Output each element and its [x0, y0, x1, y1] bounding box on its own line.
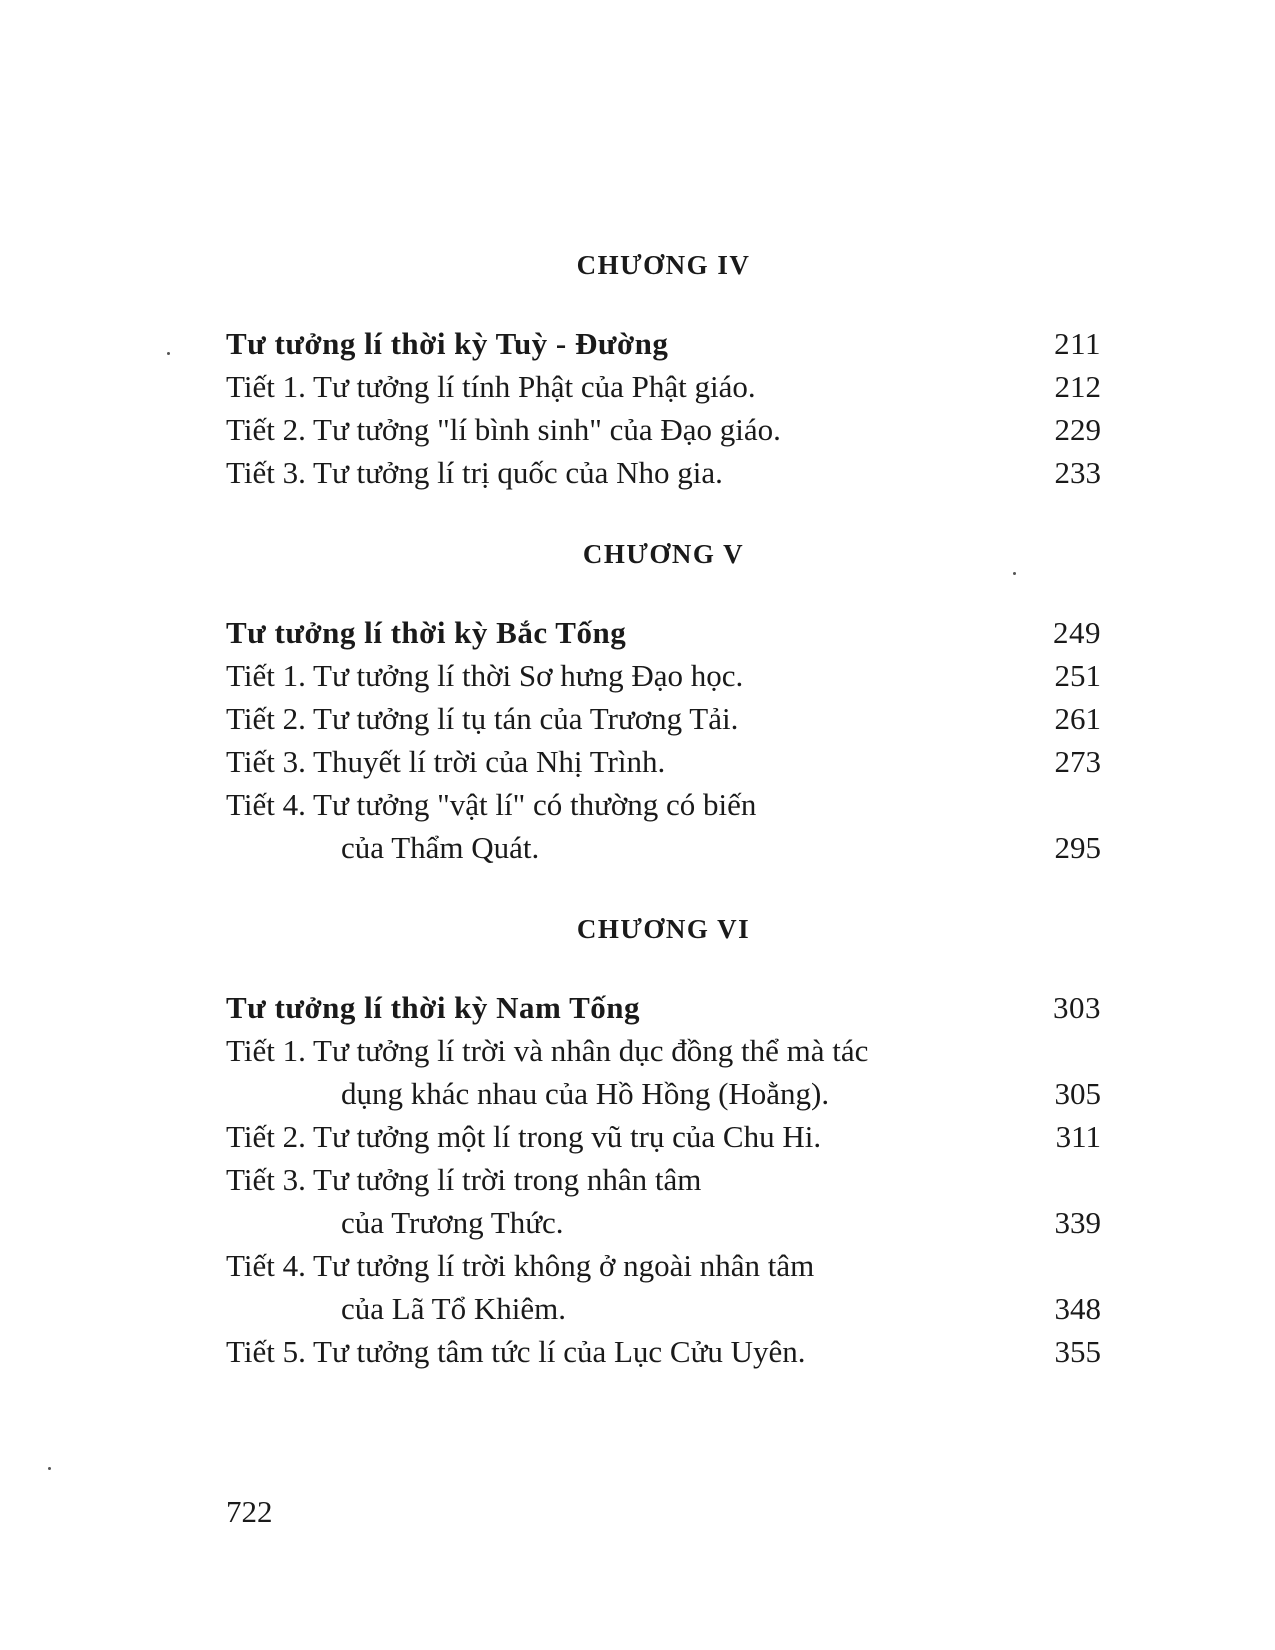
- page-number: 295: [1054, 830, 1101, 865]
- chapter-heading: CHƯƠNG V: [582, 539, 745, 569]
- section-entry: [226, 365, 1101, 408]
- section-entry: [226, 408, 1101, 451]
- chapter-title-entry: [226, 322, 1101, 365]
- chapter-title: Tư tưởng lí thời kỳ Tuỳ - Đường: [226, 326, 669, 361]
- page-number: 348: [1054, 1291, 1101, 1326]
- page-number: 355: [1054, 1334, 1101, 1369]
- section-text: Tiết 2. Tư tưởng lí tụ tán của Trương Tải.: [226, 701, 739, 736]
- section-entry: [226, 1029, 1101, 1115]
- section-text: Tiết 1. Tư tưởng lí thời Sơ hưng Đạo học.: [226, 658, 744, 693]
- scan-speck: [1013, 572, 1016, 575]
- page-number: 251: [1054, 658, 1101, 693]
- section-text: Tiết 1. Tư tưởng lí tính Phật của Phật giáo.: [226, 369, 756, 404]
- section-entry: [226, 1158, 1101, 1244]
- page-number: 305: [1054, 1076, 1101, 1111]
- section-entry: [226, 697, 1101, 740]
- section-text-continuation: của Trương Thức.: [341, 1205, 564, 1240]
- section-text: Tiết 3. Thuyết lí trời của Nhị Trình.: [226, 744, 666, 779]
- section-entry: [226, 654, 1101, 697]
- page-number: 261: [1054, 701, 1101, 736]
- page-number: 211: [1054, 326, 1101, 361]
- section-entry: [226, 451, 1101, 494]
- section-entry: [226, 783, 1101, 869]
- section-text: Tiết 4. Tư tưởng "vật lí" có thường có biến: [226, 787, 757, 822]
- page-number: 212: [1054, 369, 1101, 404]
- section-entry: [226, 1244, 1101, 1330]
- section-text-continuation: của Thẩm Quát.: [341, 830, 540, 865]
- chapter-title: Tư tưởng lí thời kỳ Nam Tống: [226, 990, 640, 1025]
- section-text-continuation: của Lã Tổ Khiêm.: [341, 1291, 566, 1326]
- chapter-title-entry: [226, 986, 1101, 1029]
- section-text: Tiết 5. Tư tưởng tâm tức lí của Lục Cửu Uyên.: [226, 1334, 806, 1369]
- chapter-block-vi: [226, 909, 1101, 1373]
- chapter-block-iv: [226, 245, 1101, 494]
- section-text: Tiết 4. Tư tưởng lí trời không ở ngoài nhân tâm: [226, 1248, 815, 1283]
- section-text-continuation: dụng khác nhau của Hồ Hồng (Hoằng).: [341, 1076, 830, 1111]
- page-number: 303: [1053, 990, 1101, 1025]
- chapter-heading: CHƯƠNG IV: [576, 250, 751, 280]
- chapter-block-v: [226, 534, 1101, 869]
- section-entry: [226, 740, 1101, 783]
- scan-speck: [48, 1467, 51, 1470]
- scan-speck: [167, 352, 170, 355]
- section-text: Tiết 3. Tư tưởng lí trời trong nhân tâm: [226, 1162, 702, 1197]
- section-text: Tiết 2. Tư tưởng "lí bình sinh" của Đạo giáo.: [226, 412, 781, 447]
- section-text: Tiết 1. Tư tưởng lí trời và nhân dục đồng thể mà tác: [226, 1033, 869, 1068]
- chapter-heading: CHƯƠNG VI: [576, 914, 751, 944]
- chapter-title: Tư tưởng lí thời kỳ Bắc Tống: [226, 615, 627, 650]
- page-number: 233: [1054, 455, 1101, 490]
- section-text: Tiết 2. Tư tưởng một lí trong vũ trụ của Chu Hi.: [226, 1119, 822, 1154]
- page-number: 229: [1054, 412, 1101, 447]
- page-number: 339: [1054, 1205, 1101, 1240]
- section-text: Tiết 3. Tư tưởng lí trị quốc của Nho gia.: [226, 455, 723, 490]
- section-entry: [226, 1330, 1101, 1373]
- table-of-contents: [226, 245, 1101, 1373]
- page-number: 311: [1055, 1119, 1101, 1154]
- folio-page-number: 722: [226, 1494, 273, 1529]
- chapter-title-entry: [226, 611, 1101, 654]
- section-entry: [226, 1115, 1101, 1158]
- page-number: 273: [1054, 744, 1101, 779]
- page-number: 249: [1053, 615, 1101, 650]
